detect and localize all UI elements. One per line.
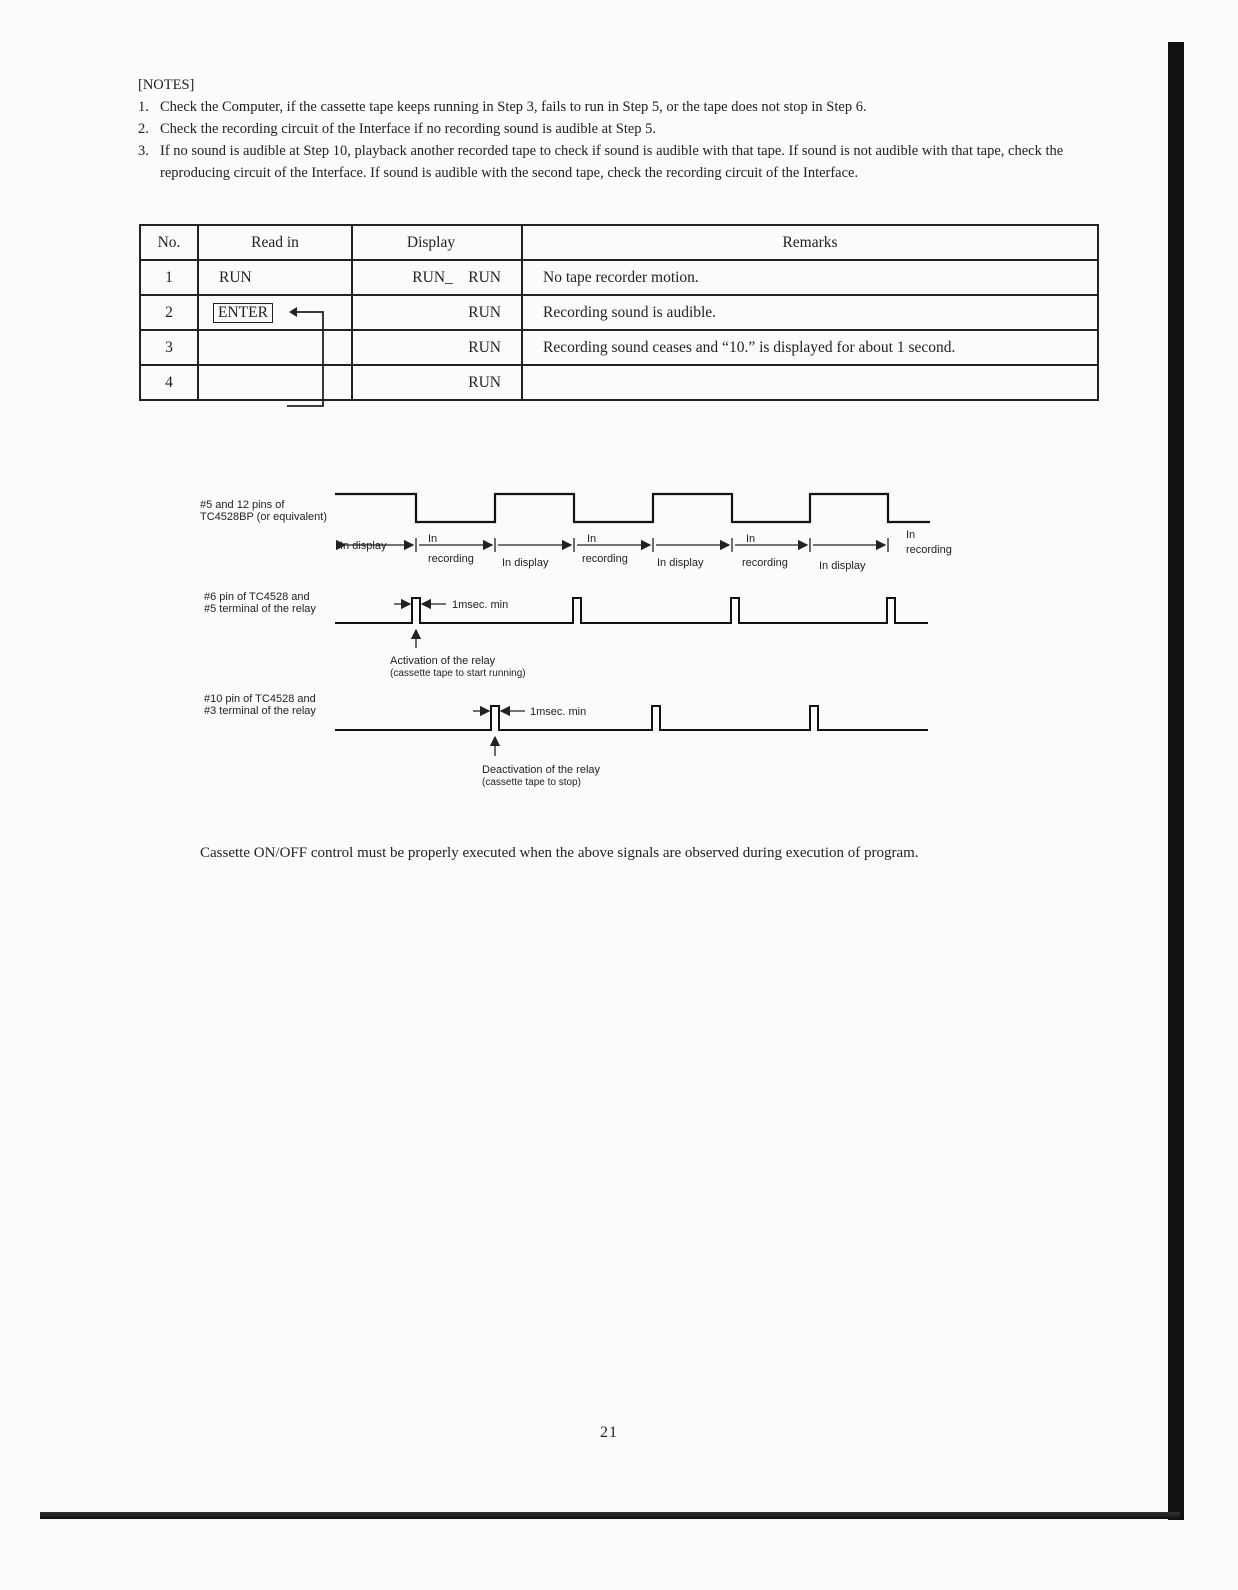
signal3-waveform bbox=[335, 706, 928, 730]
row-no: 3 bbox=[140, 330, 198, 365]
row-remarks bbox=[522, 365, 1098, 400]
signal2-label: #6 pin of TC4528 and bbox=[204, 591, 310, 603]
interval-label: In bbox=[906, 529, 916, 541]
interval-label: In bbox=[428, 533, 438, 545]
signal1-label: #5 and 12 pins of bbox=[200, 499, 285, 511]
activation-label: (cassette tape to start running) bbox=[390, 668, 526, 679]
signal3-label: #10 pin of TC4528 and bbox=[204, 693, 316, 705]
page-number: 21 bbox=[600, 1424, 618, 1441]
table-row bbox=[140, 365, 1098, 400]
notes-list bbox=[138, 96, 1118, 184]
interval-label: In display bbox=[819, 560, 866, 572]
row-display bbox=[352, 260, 522, 295]
enter-key-box: ENTER bbox=[213, 303, 273, 323]
interval-label: In display bbox=[657, 557, 704, 569]
read-in-value: RUN bbox=[219, 268, 252, 286]
header-display: Display bbox=[352, 225, 522, 260]
signal2-waveform bbox=[335, 598, 928, 623]
note-number: 2. bbox=[138, 121, 149, 137]
interval-label: recording bbox=[742, 557, 788, 569]
pulse-width-label: 1msec. min bbox=[530, 706, 587, 718]
interval-label: recording bbox=[428, 553, 474, 565]
signal3-label: #3 terminal of the relay bbox=[204, 705, 316, 717]
table-row bbox=[140, 260, 1098, 295]
interval-labels bbox=[340, 529, 952, 572]
pulse-width-label: 1msec. min bbox=[452, 599, 509, 611]
interval-label: recording bbox=[582, 553, 628, 565]
header-remarks: Remarks bbox=[522, 225, 1098, 260]
row-no: 2 bbox=[140, 295, 198, 330]
note-text: If no sound is audible at Step 10, playback another recorded tape to check if sound is audible with that tape. If sound is not audible with that tape, check the reproducing circuit of the Interface. If sound is audible with the second tape, check the recording circuit of the Interface. bbox=[160, 143, 1064, 181]
steps-table bbox=[139, 224, 1099, 401]
repeat-arrow-icon bbox=[287, 306, 335, 416]
table-header-row bbox=[140, 225, 1098, 260]
row-read-in bbox=[198, 295, 352, 330]
deactivation-label: (cassette tape to stop) bbox=[482, 777, 581, 788]
row-display bbox=[352, 365, 522, 400]
signal1-waveform bbox=[335, 494, 930, 522]
interval-label: recording bbox=[906, 544, 952, 556]
note-item bbox=[138, 96, 1118, 118]
interval-label: In bbox=[587, 533, 597, 545]
interval-markers bbox=[345, 538, 888, 552]
footer-note: Cassette ON/OFF control must be properly executed when the above signals are observed during execution of program. bbox=[200, 845, 919, 861]
table-row bbox=[140, 330, 1098, 365]
deactivation-label: Deactivation of the relay bbox=[482, 764, 601, 776]
display-value: RUN bbox=[468, 338, 501, 356]
table-row bbox=[140, 295, 1098, 330]
notes-heading: [NOTES] bbox=[138, 77, 195, 93]
remarks-text: No tape recorder motion. bbox=[543, 268, 699, 286]
signal1-label: TC4528BP (or equivalent) bbox=[200, 511, 327, 523]
note-item bbox=[138, 118, 1118, 140]
row-remarks bbox=[522, 295, 1098, 330]
display-value: RUN bbox=[468, 268, 501, 286]
row-remarks bbox=[522, 260, 1098, 295]
note-number: 1. bbox=[138, 99, 149, 115]
note-item bbox=[138, 140, 1118, 184]
display-value: RUN bbox=[468, 303, 501, 321]
note-text: Check the Computer, if the cassette tape keeps running in Step 3, fails to run in Step 5, or the tape does not stop in Step 6. bbox=[160, 99, 867, 115]
header-read-in: Read in bbox=[198, 225, 352, 260]
row-no: 4 bbox=[140, 365, 198, 400]
page-bottom-shadow bbox=[40, 1512, 1180, 1519]
row-no: 1 bbox=[140, 260, 198, 295]
signal2-label: #5 terminal of the relay bbox=[204, 603, 316, 615]
interval-label: In display bbox=[340, 540, 387, 552]
header-no: No. bbox=[140, 225, 198, 260]
remarks-text: Recording sound ceases and “10.” is displayed for about 1 second. bbox=[543, 338, 956, 356]
row-display bbox=[352, 295, 522, 330]
note-number: 3. bbox=[138, 143, 149, 159]
note-text: Check the recording circuit of the Interface if no recording sound is audible at Step 5. bbox=[160, 121, 657, 137]
row-remarks bbox=[522, 330, 1098, 365]
row-read-in bbox=[198, 260, 352, 295]
page-edge-shadow bbox=[1168, 42, 1184, 1520]
interval-label: In bbox=[746, 533, 756, 545]
timing-diagram bbox=[190, 480, 990, 800]
activation-label: Activation of the relay bbox=[390, 655, 496, 667]
remarks-text: Recording sound is audible. bbox=[543, 303, 717, 321]
interval-label: In display bbox=[502, 557, 549, 569]
display-prefix: RUN_ bbox=[412, 268, 453, 286]
notes-section bbox=[138, 74, 1118, 184]
row-display bbox=[352, 330, 522, 365]
display-value: RUN bbox=[468, 373, 501, 391]
